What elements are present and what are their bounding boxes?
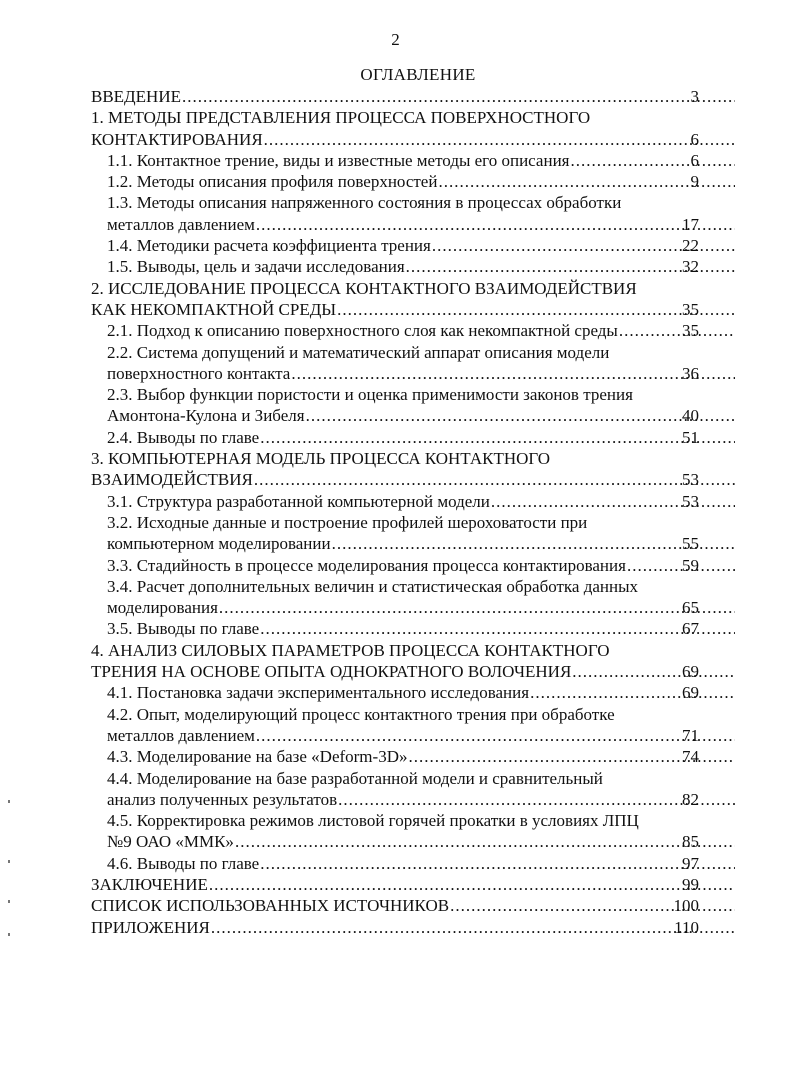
scan-artifact (8, 933, 10, 936)
toc-section-entry (107, 171, 739, 192)
toc-page-number: 51 (682, 427, 699, 447)
toc-page-number: 22 (682, 236, 699, 256)
dot-leader (291, 363, 735, 384)
toc-entry-title: анализ полученных результатов (107, 789, 338, 809)
toc-chapter-entry (91, 640, 739, 683)
toc-page-number: 17 (682, 214, 699, 234)
toc-entry-title: 2. ИССЛЕДОВАНИЕ ПРОЦЕССА КОНТАКТНОГО ВЗАИМОДЕЙСТВИЯ (91, 278, 637, 298)
toc-chapter-entry (91, 874, 739, 895)
toc-entry-title: 2.2. Система допущений и математический аппарат описания модели (107, 342, 610, 362)
toc-entry-title: 3.1. Структура разработанной компьютерной модели (107, 491, 490, 511)
toc-entry-title: 1. МЕТОДЫ ПРЕДСТАВЛЕНИЯ ПРОЦЕССА ПОВЕРХНОСТНОГО (91, 108, 591, 128)
toc-section-entry (107, 682, 739, 703)
toc-entry-title: ТРЕНИЯ НА ОСНОВЕ ОПЫТА ОДНОКРАТНОГО ВОЛОЧЕНИЯ (91, 662, 572, 682)
dot-leader (572, 661, 735, 682)
toc-page-number: 69 (682, 662, 699, 682)
toc-section-entry (107, 746, 739, 767)
toc-entry-title: №9 ОАО «ММК» (107, 832, 234, 852)
page-number: 2 (391, 30, 400, 49)
toc-chapter-entry (91, 107, 739, 150)
dot-leader (264, 129, 735, 150)
toc-page-number: 74 (682, 747, 699, 767)
dot-leader (619, 320, 735, 341)
toc-entry-title: 2.4. Выводы по главе (107, 427, 260, 447)
table-of-contents (0, 86, 791, 938)
dot-leader (256, 725, 735, 746)
toc-page-number: 65 (682, 598, 699, 618)
toc-entry-title: 3.4. Расчет дополнительных величин и статистическая обработка данных (107, 576, 639, 596)
dot-leader (182, 86, 735, 107)
dot-leader (627, 555, 735, 576)
toc-section-entry (107, 576, 739, 619)
toc-section-entry (107, 853, 739, 874)
toc-page-number: 82 (682, 789, 699, 809)
toc-page-number: 9 (690, 172, 699, 192)
toc-page-number: 36 (682, 363, 699, 383)
toc-entry-title: 4.2. Опыт, моделирующий процесс контактного трения при обработке (107, 704, 615, 724)
toc-section-entry (107, 320, 739, 341)
toc-page-number: 53 (682, 491, 699, 511)
toc-page-number: 6 (690, 150, 699, 170)
toc-page-number: 59 (682, 555, 699, 575)
dot-leader (260, 618, 735, 639)
toc-entry-title: 3. КОМПЬЮТЕРНАЯ МОДЕЛЬ ПРОЦЕССА КОНТАКТНОГО (91, 449, 551, 469)
toc-entry-title: 2.1. Подход к описанию поверхностного слоя как некомпактной среды (107, 321, 618, 341)
toc-section-entry (107, 235, 739, 256)
scan-artifact (8, 900, 10, 903)
toc-page-number: 35 (682, 299, 699, 319)
scan-artifact (8, 800, 10, 803)
dot-leader (209, 874, 735, 895)
toc-entry-title: 4.4. Моделирование на базе разработанной модели и сравнительный (107, 768, 603, 788)
toc-page-number: 99 (682, 874, 699, 894)
toc-entry-title: 1.3. Методы описания напряженного состояния в процессах обработки (107, 193, 622, 213)
toc-entry-title: 4. АНАЛИЗ СИЛОВЫХ ПАРАМЕТРОВ ПРОЦЕССА КОНТАКТНОГО (91, 640, 610, 660)
toc-page-number: 32 (682, 257, 699, 277)
toc-entry-title: 4.5. Корректировка режимов листовой горячей прокатки в условиях ЛПЦ (107, 811, 639, 831)
toc-page-number: 3 (690, 87, 699, 106)
toc-page-number: 97 (682, 853, 699, 873)
toc-entry-title: 3.3. Стадийность в процессе моделирования процесса контактирования (107, 555, 626, 575)
toc-page-number: 40 (682, 406, 699, 426)
dot-leader (254, 469, 735, 490)
toc-entry-title: металлов давлением (107, 214, 255, 234)
toc-section-entry (107, 256, 739, 277)
toc-section-entry (107, 704, 739, 747)
toc-section-entry (107, 618, 739, 639)
toc-page-number: 110 (674, 917, 699, 937)
toc-section-entry (107, 342, 739, 385)
toc-chapter-entry (91, 895, 739, 916)
toc-entry-title: ВВЕДЕНИЕ (91, 87, 181, 106)
toc-entry-title: 2.3. Выбор функции пористости и оценка применимости законов трения (107, 385, 633, 405)
toc-entry-title: 3.5. Выводы по главе (107, 619, 260, 639)
dot-leader (256, 214, 735, 235)
toc-chapter-entry (91, 86, 739, 107)
toc-section-entry (107, 512, 739, 555)
dot-leader (306, 405, 735, 426)
toc-page-number: 35 (682, 321, 699, 341)
toc-entry-title: ВЗАИМОДЕЙСТВИЯ (91, 470, 253, 490)
dot-leader (219, 597, 735, 618)
toc-entry-title: КАК НЕКОМПАКТНОЙ СРЕДЫ (91, 299, 337, 319)
toc-entry-title: 4.6. Выводы по главе (107, 853, 260, 873)
toc-section-entry (107, 491, 739, 512)
toc-page-number: 53 (682, 470, 699, 490)
toc-entry-title: 4.1. Постановка задачи экспериментального исследования (107, 683, 530, 703)
toc-entry-title: моделирования (107, 598, 218, 618)
toc-section-entry (107, 192, 739, 235)
toc-entry-title: 1.5. Выводы, цель и задачи исследования (107, 257, 405, 277)
scan-artifact (8, 860, 10, 863)
toc-page-number: 85 (682, 832, 699, 852)
toc-section-entry (107, 427, 739, 448)
toc-entry-title: ЗАКЛЮЧЕНИЕ (91, 874, 208, 894)
toc-page-number: 100 (673, 896, 699, 916)
toc-page-number: 67 (682, 619, 699, 639)
toc-entry-title: 1.1. Контактное трение, виды и известные методы его описания (107, 150, 570, 170)
toc-entry-title: ПРИЛОЖЕНИЯ (91, 917, 210, 937)
dot-leader (337, 299, 735, 320)
dot-leader (211, 917, 735, 938)
toc-entry-title: 1.2. Методы описания профиля поверхностей (107, 172, 438, 192)
toc-page-number: 69 (682, 683, 699, 703)
toc-section-entry (107, 810, 739, 853)
toc-entry-title: КОНТАКТИРОВАНИЯ (91, 129, 263, 149)
toc-chapter-entry (91, 448, 739, 491)
toc-section-entry (107, 150, 739, 171)
toc-section-entry (107, 555, 739, 576)
dot-leader (332, 533, 735, 554)
toc-page-number: 55 (682, 534, 699, 554)
toc-entry-title: СПИСОК ИСПОЛЬЗОВАННЫХ ИСТОЧНИКОВ (91, 896, 450, 916)
dot-leader (338, 789, 735, 810)
toc-page-number: 6 (690, 129, 699, 149)
toc-entry-title: Амонтона-Кулона и Зибеля (107, 406, 305, 426)
toc-section-entry (107, 768, 739, 811)
toc-page-number: 71 (682, 725, 699, 745)
dot-leader (260, 427, 735, 448)
dot-leader (235, 831, 735, 852)
dot-leader (571, 150, 736, 171)
toc-entry-title: 1.4. Методики расчета коэффициента трения (107, 236, 431, 256)
toc-chapter-entry (91, 917, 739, 938)
dot-leader (260, 853, 735, 874)
toc-chapter-entry (91, 278, 739, 321)
toc-section-entry (107, 384, 739, 427)
toc-entry-title: 3.2. Исходные данные и построение профилей шероховатости при (107, 512, 588, 532)
toc-entry-title: компьютерном моделировании (107, 534, 331, 554)
toc-title: ОГЛАВЛЕНИЕ (360, 65, 476, 84)
toc-entry-title: металлов давлением (107, 725, 255, 745)
dot-leader (530, 682, 735, 703)
toc-entry-title: поверхностного контакта (107, 363, 291, 383)
toc-entry-title: 4.3. Моделирование на базе «Deform-3D» (107, 747, 408, 767)
